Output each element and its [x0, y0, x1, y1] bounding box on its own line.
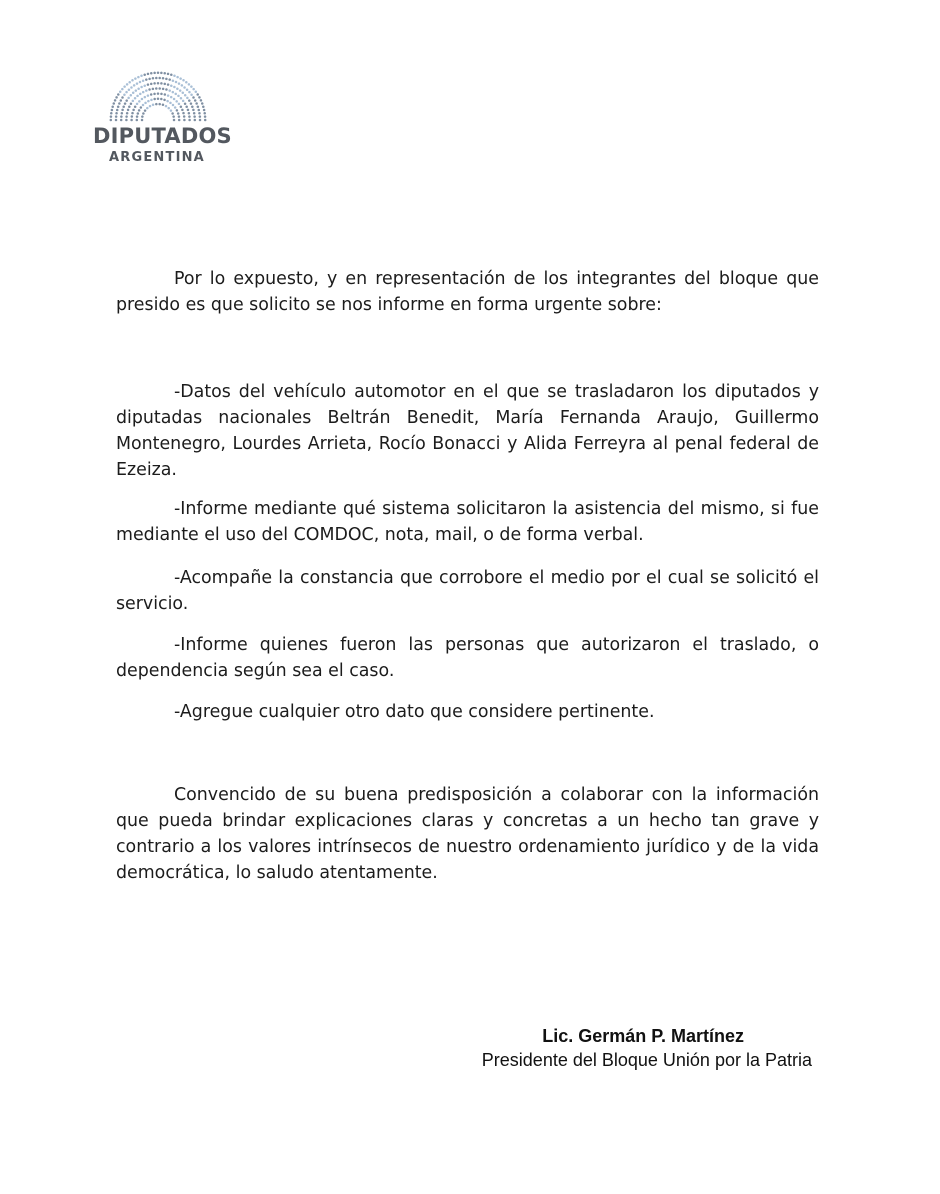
seat-dot	[125, 99, 128, 102]
seat-dot	[192, 96, 195, 99]
seat-dot	[155, 103, 158, 106]
seat-dot	[120, 119, 123, 122]
seat-dot	[140, 106, 143, 109]
seat-dot	[177, 112, 180, 115]
seat-dot	[147, 73, 150, 76]
seat-dot	[137, 76, 140, 79]
seat-dot	[138, 109, 141, 112]
seat-dot	[173, 86, 176, 89]
seat-dot	[185, 81, 188, 84]
seat-dot	[150, 72, 153, 75]
seat-dot	[126, 112, 129, 115]
seat-dot	[121, 109, 124, 112]
seat-dot	[198, 96, 201, 99]
seat-dot	[136, 115, 139, 118]
seat-dot	[191, 105, 194, 108]
seat-dot	[178, 115, 181, 118]
seat-dot	[169, 102, 172, 105]
seat-dot	[183, 86, 186, 89]
seat-dot	[125, 115, 128, 118]
seat-dot	[134, 77, 137, 80]
seat-dot	[158, 103, 161, 106]
seat-dot	[144, 96, 147, 99]
seat-dot	[155, 77, 158, 80]
seat-dot	[155, 87, 158, 90]
seat-dot	[127, 97, 130, 100]
seat-dot	[188, 115, 191, 118]
seat-dot	[182, 112, 185, 115]
seat-dot	[186, 88, 189, 91]
chamber-seats-icon	[106, 68, 210, 122]
seat-dot	[110, 112, 113, 115]
seat-dot	[163, 99, 166, 102]
seat-dot	[144, 102, 147, 105]
seat-dot	[148, 78, 151, 81]
seat-dot	[187, 109, 190, 112]
seat-dot	[164, 93, 167, 96]
seat-dot	[158, 77, 161, 80]
seat-dot	[198, 109, 201, 112]
seat-dot	[160, 93, 163, 96]
seat-dot	[111, 109, 114, 112]
seat-dot	[139, 81, 142, 84]
seat-dot	[115, 96, 118, 99]
seat-dot	[188, 119, 191, 122]
seat-dot	[180, 106, 183, 109]
seat-dot	[110, 119, 113, 122]
seat-dot	[142, 112, 145, 115]
seat-dot	[121, 112, 124, 115]
closing-paragraph: Convencido de su buena predisposición a colaborar con la información que pueda brindar explicaciones claras y concretas a un hecho tan grave y contrario a los valores intrínsecos de nuestro ordenamiento jurídico y de la vida democrática, lo saludo atentamente.	[116, 785, 819, 883]
seat-dot	[182, 100, 185, 103]
seat-dot	[117, 105, 120, 108]
seat-dot	[173, 119, 176, 122]
seat-dot	[193, 112, 196, 115]
seat-dot	[172, 79, 175, 82]
seat-dot	[152, 88, 155, 91]
seat-dot	[185, 105, 188, 108]
signer-title: Presidente del Bloque Unión por la Patria	[481, 1050, 812, 1070]
seat-dot	[173, 98, 176, 101]
seat-dot	[163, 72, 166, 75]
request-item-authorizers: -Informe quienes fueron las personas que autorizaron el traslado, o dependencia según sea el caso.	[116, 635, 819, 681]
seat-dot	[182, 92, 185, 95]
request-item-proof: -Acompañe la constancia que corrobore el medio por el cual se solicitó el servicio.	[116, 568, 819, 614]
seat-dot	[119, 90, 122, 93]
seat-dot	[168, 78, 171, 81]
seat-dot	[153, 82, 156, 85]
seat-dot	[148, 88, 151, 91]
seat-dot	[115, 115, 118, 118]
seat-dot	[149, 105, 152, 108]
seat-dot	[198, 112, 201, 115]
seat-dot	[157, 92, 160, 95]
seat-dot	[176, 87, 179, 90]
seat-dot	[130, 119, 133, 122]
seat-dot	[157, 82, 160, 85]
seat-dot	[137, 112, 140, 115]
seat-dot	[128, 88, 131, 91]
seat-dot	[136, 119, 139, 122]
seat-dot	[201, 102, 204, 105]
seat-dot	[188, 91, 191, 94]
seat-dot	[131, 112, 134, 115]
seat-dot	[142, 91, 145, 94]
seat-dot	[143, 73, 146, 76]
seat-dot	[167, 94, 170, 97]
seat-dot	[114, 99, 117, 102]
seat-dot	[131, 79, 134, 82]
seat-dot	[179, 89, 182, 92]
seat-dot	[134, 106, 137, 109]
seat-dot	[175, 81, 178, 84]
seat-dot	[130, 86, 133, 89]
seat-dot	[186, 97, 189, 100]
seat-dot	[158, 87, 161, 90]
seat-dot	[147, 100, 150, 103]
seat-dot	[174, 106, 177, 109]
seat-dot	[172, 91, 175, 94]
seat-dot	[181, 84, 184, 87]
request-item-vehicle: -Datos del vehículo automotor en el que se trasladaron los diputados y diputadas nacionales Beltrán Benedit, María Fernanda Araujo, Guillermo Montenegro, Lourdes Arrieta, Rocío Bonacci y Alida Ferreyra al penal federal de Ezeiza.	[116, 382, 819, 480]
seat-dot	[162, 77, 165, 80]
seat-dot	[180, 97, 183, 100]
seat-dot	[153, 98, 156, 101]
seat-dot	[179, 77, 182, 80]
seat-dot	[120, 115, 123, 118]
seat-dot	[110, 115, 113, 118]
seat-dot	[131, 115, 134, 118]
seat-dot	[145, 78, 148, 81]
seat-dot	[140, 75, 143, 78]
seat-dot	[113, 102, 116, 105]
seat-dot	[127, 109, 130, 112]
seat-dot	[200, 99, 203, 102]
seat-dot	[172, 115, 175, 118]
seat-dot	[142, 104, 145, 107]
seat-dot	[167, 73, 170, 76]
seat-dot	[130, 94, 133, 97]
seat-dot	[150, 93, 153, 96]
seat-dot	[121, 88, 124, 91]
request-item-other: -Agregue cualquier otro dato que considere pertinente.	[174, 702, 655, 722]
seat-dot	[136, 82, 139, 85]
seat-dot	[118, 102, 121, 105]
seat-dot	[139, 93, 142, 96]
seat-dot	[195, 102, 198, 105]
seat-dot	[170, 84, 173, 87]
seat-dot	[123, 94, 126, 97]
request-item-system: -Informe mediante qué sistema solicitaron la asistencia del mismo, si fue mediante el uso del COMDOC, nota, mail, o de forma verbal.	[116, 499, 819, 545]
seat-dot	[203, 112, 206, 115]
seat-dot	[170, 73, 173, 76]
seat-dot	[190, 85, 193, 88]
seat-dot	[143, 84, 146, 87]
seat-dot	[117, 93, 120, 96]
seat-dot	[116, 109, 119, 112]
seat-dot	[199, 115, 202, 118]
seat-dot	[182, 79, 185, 82]
seat-dot	[193, 115, 196, 118]
seat-dot	[111, 105, 114, 108]
seat-dot	[138, 100, 141, 103]
seat-dot	[146, 107, 149, 110]
seat-dot	[150, 83, 153, 86]
seat-dot	[190, 102, 193, 105]
seat-dot	[125, 119, 128, 122]
seat-dot	[195, 90, 198, 93]
seat-dot	[188, 83, 191, 86]
seat-dot	[188, 112, 191, 115]
seat-dot	[167, 83, 170, 86]
seat-dot	[165, 78, 168, 81]
seat-dot	[157, 72, 160, 75]
seat-dot	[130, 102, 133, 105]
seat-dot	[137, 87, 140, 90]
seat-dot	[172, 104, 175, 107]
seat-dot	[164, 83, 167, 86]
seat-dot	[183, 119, 186, 122]
seat-dot	[136, 95, 139, 98]
seat-dot	[160, 82, 163, 85]
seat-dot	[204, 115, 207, 118]
seat-dot	[140, 86, 143, 89]
seat-dot	[160, 72, 163, 75]
seat-dot	[136, 103, 139, 106]
seat-dot	[160, 98, 163, 101]
seat-dot	[194, 119, 197, 122]
seat-dot	[171, 112, 174, 115]
seat-dot	[125, 91, 128, 94]
seat-dot	[178, 119, 181, 122]
seat-dot	[188, 99, 191, 102]
seat-dot	[147, 83, 150, 86]
seat-dot	[145, 89, 148, 92]
seat-dot	[176, 109, 179, 112]
seat-dot	[132, 109, 135, 112]
seat-dot	[168, 89, 171, 92]
seat-dot	[153, 72, 156, 75]
seat-dot	[144, 109, 147, 112]
seat-dot	[152, 104, 155, 107]
seat-dot	[157, 98, 160, 101]
seat-dot	[202, 105, 205, 108]
seat-dot	[184, 102, 187, 105]
logo-title: DIPUTADOS	[93, 124, 232, 148]
seat-dot	[190, 94, 193, 97]
seat-dot	[178, 103, 181, 106]
seat-dot	[141, 98, 144, 101]
seat-dot	[141, 115, 144, 118]
seat-dot	[175, 100, 178, 103]
seat-dot	[170, 96, 173, 99]
seat-dot	[181, 109, 184, 112]
seat-dot	[133, 84, 136, 87]
seat-dot	[194, 99, 197, 102]
seat-dot	[153, 93, 156, 96]
seat-dot	[132, 92, 135, 95]
seat-dot	[123, 85, 126, 88]
seat-dot	[199, 119, 202, 122]
seat-dot	[196, 93, 199, 96]
seat-dot	[141, 119, 144, 122]
seat-dot	[128, 105, 131, 108]
seat-dot	[150, 99, 153, 102]
seat-dot	[124, 102, 127, 105]
seat-dot	[204, 119, 207, 122]
seat-dot	[115, 112, 118, 115]
seat-dot	[134, 97, 137, 100]
seat-dot	[122, 105, 125, 108]
seat-dot	[162, 88, 165, 91]
seat-dot	[162, 104, 165, 107]
seat-dot	[126, 83, 129, 86]
signer-name: Lic. Germán P. Martínez	[542, 1026, 744, 1046]
logo-subtitle: ARGENTINA	[109, 150, 205, 165]
seat-dot	[142, 79, 145, 82]
seat-dot	[177, 95, 180, 98]
seat-dot	[120, 99, 123, 102]
seat-dot	[152, 77, 155, 80]
seat-dot	[128, 81, 131, 84]
seat-dot	[167, 107, 170, 110]
seat-dot	[178, 82, 181, 85]
seat-dot	[132, 100, 135, 103]
seat-dot	[183, 115, 186, 118]
seat-dot	[203, 109, 206, 112]
seat-dot	[115, 119, 118, 122]
seat-dot	[173, 75, 176, 78]
seat-dot	[121, 96, 124, 99]
seat-dot	[135, 89, 138, 92]
intro-paragraph: Por lo expuesto, y en representación de los integrantes del bloque que presido es que solicito se nos informe en forma urgente sobre:	[116, 269, 819, 315]
seat-dot	[192, 88, 195, 91]
seat-dot	[174, 93, 177, 96]
seat-dot	[165, 88, 168, 91]
diputados-logo	[92, 64, 232, 174]
seat-dot	[184, 94, 187, 97]
seat-dot	[147, 94, 150, 97]
seat-dot	[166, 100, 169, 103]
seat-dot	[192, 109, 195, 112]
seat-dot	[170, 109, 173, 112]
seat-dot	[165, 105, 168, 108]
seat-dot	[176, 76, 179, 79]
seat-dot	[197, 105, 200, 108]
signature-block	[482, 1024, 812, 1072]
